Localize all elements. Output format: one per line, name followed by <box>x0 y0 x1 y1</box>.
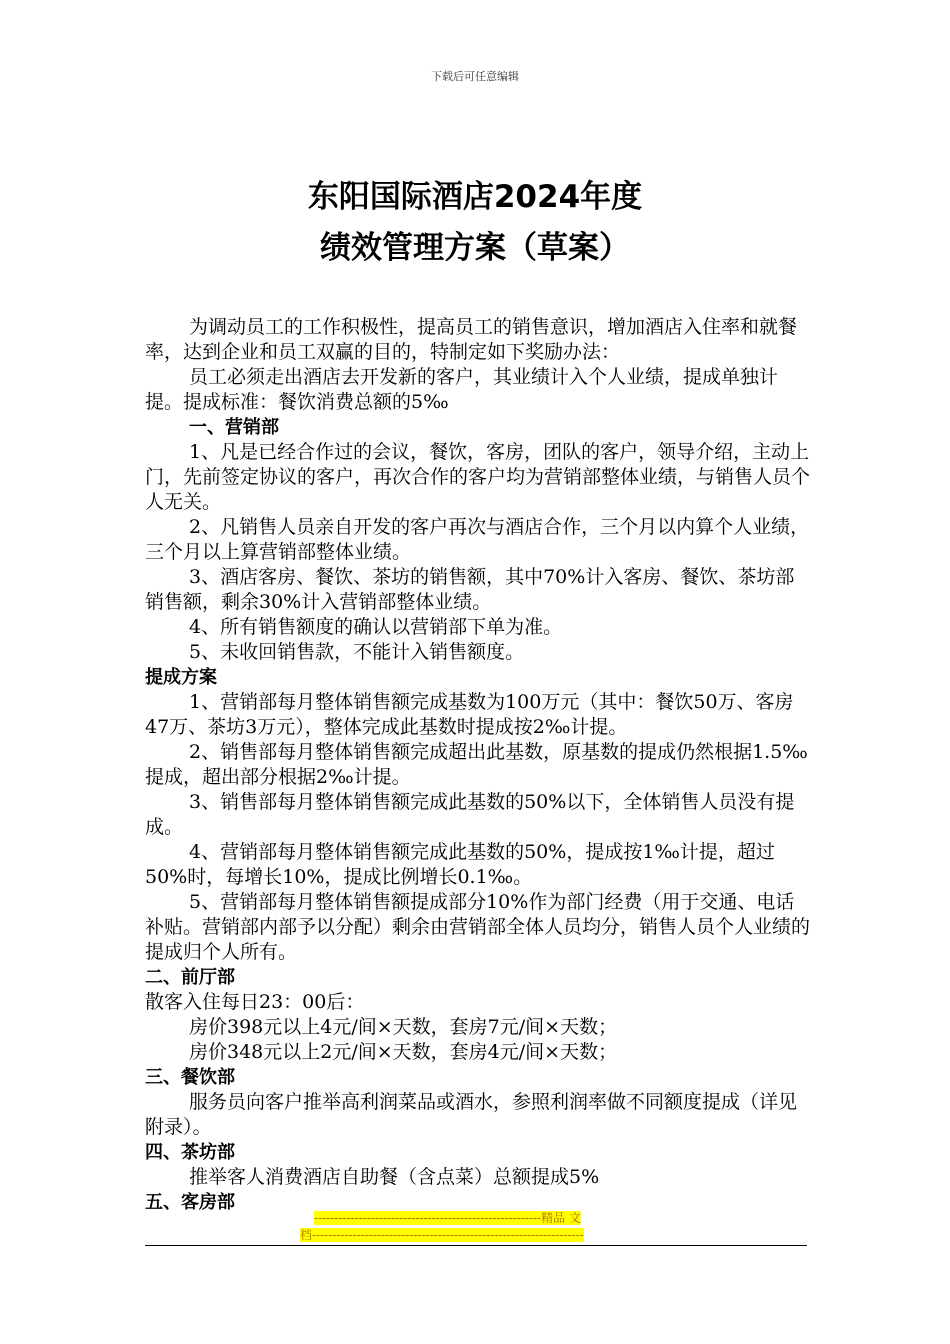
document-body <box>145 315 810 1215</box>
commission-item: 1、营销部每月整体销售额完成基数为100万元（其中：餐饮50万、客房47万、茶坊3万元），整体完成此基数时提成按2‰计提。 <box>145 691 794 738</box>
section-heading-catering: 三、餐饮部 <box>145 1067 235 1088</box>
commission-item: 3、销售部每月整体销售额完成此基数的50%以下，全体销售人员没有提成。 <box>145 791 795 838</box>
section-heading-front-office: 二、前厅部 <box>145 967 235 988</box>
commission-item: 4、营销部每月整体销售额完成此基数的50%，提成按1‰计提，超过50%时，每增长10%，提成比例增长0.1‰。 <box>145 841 775 888</box>
sales-item: 2、凡销售人员亲自开发的客户再次与酒店合作，三个月以内算个人业绩，三个月以上算营销部整体业绩。 <box>145 516 810 563</box>
section-heading-sales: 一、营销部 <box>189 417 279 438</box>
footer-watermark <box>300 1210 650 1244</box>
section-heading-teahouse: 四、茶坊部 <box>145 1142 235 1163</box>
document-title-line1: 东阳国际酒店2024年度 <box>307 179 643 215</box>
header-note: 下载后可任意编辑 <box>431 70 519 83</box>
sales-item: 5、未收回销售款，不能计入销售额度。 <box>189 641 525 663</box>
intro-paragraph-2: 员工必须走出酒店去开发新的客户，其业绩计入个人业绩，提成单独计提。提成标准：餐饮消费总额的5‰ <box>145 366 779 413</box>
intro-paragraph-1: 为调动员工的工作积极性，提高员工的销售意识，增加酒店入住率和就餐率，达到企业和员工双赢的目的，特制定如下奖励办法： <box>145 316 798 363</box>
sales-item: 4、所有销售额度的确认以营销部下单为准。 <box>189 616 563 638</box>
document-title-line2: 绩效管理方案（草案） <box>320 230 630 266</box>
sales-item: 3、酒店客房、餐饮、茶坊的销售额，其中70%计入客房、餐饮、茶坊部销售额，剩余30%计入营销部整体业绩。 <box>145 566 795 613</box>
sales-item: 1、凡是已经合作过的会议，餐饮，客房，团队的客户，领导介绍，主动上门，先前签定协议的客户，再次合作的客户均为营销部整体业绩，与销售人员个人无关。 <box>145 441 811 513</box>
footer-line-2: 档------------------------------------------------------------------- <box>300 1228 584 1242</box>
section-heading-commission: 提成方案 <box>145 667 217 688</box>
catering-text: 服务员向客户推举高利润菜品或酒水，参照利润率做不同额度提成（详见附录）。 <box>145 1091 798 1138</box>
front-office-item: 房价348元以上2元/间×天数，套房4元/间×天数； <box>189 1041 618 1063</box>
footer-divider <box>145 1245 807 1246</box>
teahouse-text: 推举客人消费酒店自助餐（含点菜）总额提成5% <box>189 1166 600 1188</box>
commission-item: 2、销售部每月整体销售额完成超出此基数，原基数的提成仍然根据1.5‰提成，超出部分根据2‰计提。 <box>145 741 808 788</box>
front-office-item: 房价398元以上4元/间×天数，套房7元/间×天数； <box>189 1016 618 1038</box>
footer-line-1: --------------------------------------------------------精品 文 <box>314 1211 581 1225</box>
commission-item: 5、营销部每月整体销售额提成部分10%作为部门经费（用于交通、电话补贴。营销部内部予以分配）剩余由营销部全体人员均分，销售人员个人业绩的提成归个人所有。 <box>145 891 811 963</box>
section-heading-housekeeping: 五、客房部 <box>145 1192 235 1213</box>
front-office-line: 散客入住每日23：00后： <box>145 991 365 1013</box>
